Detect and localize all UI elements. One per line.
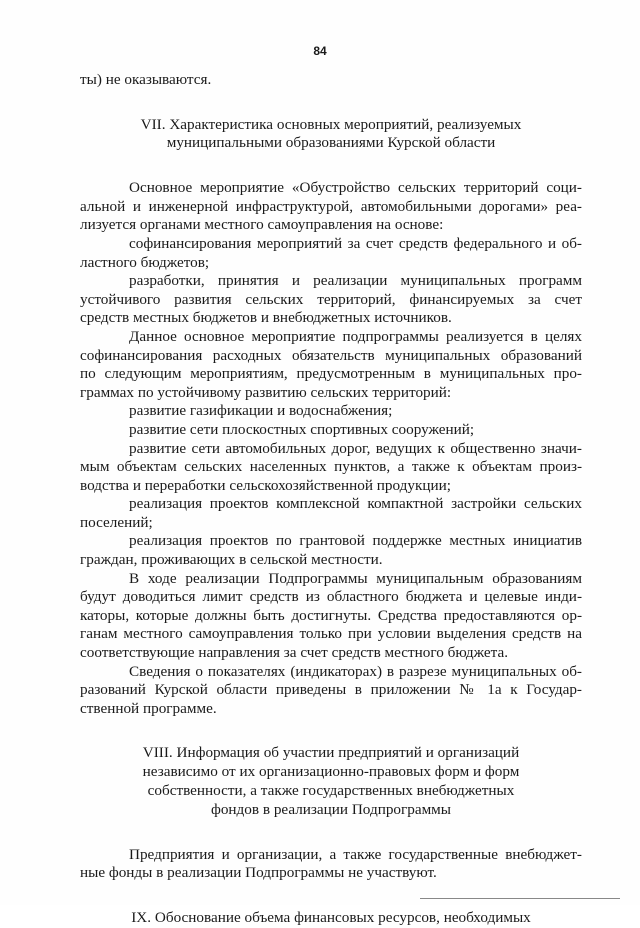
- paragraph-line: ные фонды в реализации Подпрограммы не участвуют.: [80, 864, 437, 882]
- paragraph-line: ственной программе.: [80, 699, 217, 717]
- paragraph-line: софинансирования расходных обязательств муниципальных образований: [80, 346, 582, 364]
- section-heading-line: VIII. Информация об участии предприятий и организаций: [142, 744, 520, 762]
- list-item: развитие сети автомобильных дорог, ведущих к общественно значи-: [129, 439, 582, 457]
- paragraph-line: лизуется органами местного самоуправления на основе:: [80, 216, 444, 234]
- paragraph-line: Предприятия и организации, а также государственные внебюджет-: [129, 845, 582, 863]
- list-item: развитие сети плоскостных спортивных сооружений;: [129, 420, 475, 438]
- paragraph-line: мым объектам сельских населенных пунктов, а также к объектам произ-: [80, 458, 582, 476]
- paragraph-line: разработки, принятия и реализации муниципальных программ: [129, 272, 582, 290]
- scan-edge-line: [420, 898, 620, 899]
- paragraph-line: В ходе реализации Подпрограммы муниципальным образованиям: [129, 569, 582, 587]
- page-number: 84: [313, 44, 327, 58]
- section-9-heading: [80, 909, 582, 928]
- spacer: [80, 90, 582, 116]
- paragraph-line: ластного бюджетов;: [80, 253, 210, 271]
- spacer: [80, 820, 582, 846]
- list-item: реализация проектов комплексной компактной застройки сельских: [129, 495, 582, 513]
- paragraph-line: средств местных бюджетов и внебюджетных источников.: [80, 309, 452, 327]
- section-heading-line: собственности, а также государственных внебюджетных: [147, 782, 515, 799]
- paragraph-line: альной и инженерной инфраструктурой, автомобильными дорогами» реа-: [80, 197, 582, 215]
- paragraph-line: водства и переработки сельскохозяйственной продукции;: [80, 476, 451, 494]
- paragraph-line: поселений;: [80, 513, 153, 531]
- section-8-heading: [80, 744, 582, 819]
- paragraph-line: Основное мероприятие «Обустройство сельских территорий соци-: [129, 179, 582, 197]
- section-7-heading: [80, 116, 582, 154]
- paragraph-line: ганам местного самоуправления только при условии выделения средств на: [80, 625, 582, 643]
- list-item: развитие газификации и водоснабжения;: [129, 402, 393, 420]
- paragraph-line: каторы, которые должны быть достигнуты. Средства предоставляются ор-: [80, 606, 582, 624]
- document-body: [80, 71, 582, 928]
- spacer: [80, 718, 582, 744]
- opening-line: ты) не оказываются.: [80, 71, 212, 88]
- section-heading-line: VII. Характеристика основных мероприятий, реализуемых: [140, 115, 522, 133]
- section-heading-line: муниципальными образованиями Курской области: [166, 134, 496, 152]
- paragraph-line: Данное основное мероприятие подпрограммы реализуется в целях: [129, 327, 582, 345]
- section-heading-line: независимо от их организационно-правовых форм и форм: [142, 763, 520, 781]
- paragraph-line: граждан, проживающих в сельской местности.: [80, 551, 383, 569]
- paragraph-line: соответствующие направления за счет средств местного бюджета.: [80, 644, 509, 662]
- paragraph-line: Сведения о показателях (индикаторах) в разрезе муниципальных об-: [129, 662, 582, 680]
- paragraph-line: граммах по устойчивому развитию сельских территорий:: [80, 383, 452, 401]
- paragraph-line: будут доводиться лимит средств из областного бюджета и целевые инди-: [80, 588, 582, 606]
- section-7-body: [80, 179, 582, 718]
- paragraph-line: разований Курской области приведены в приложении № 1а к Государ-: [80, 681, 582, 699]
- section-8-body: [80, 846, 582, 883]
- section-heading-line: IX. Обоснование объема финансовых ресурсов, необходимых: [131, 908, 531, 926]
- paragraph-line: по следующим мероприятиям, предусмотренным в муниципальных про-: [80, 365, 582, 383]
- paragraph-line: устойчивого развития сельских территорий, финансируемых за счет: [80, 290, 582, 308]
- section-heading-line: фондов в реализации Подпрограммы: [211, 800, 451, 818]
- list-item: реализация проектов по грантовой поддержке местных инициатив: [129, 532, 582, 550]
- paragraph-line: софинансирования мероприятий за счет средств федерального и об-: [129, 234, 582, 252]
- spacer: [80, 153, 582, 179]
